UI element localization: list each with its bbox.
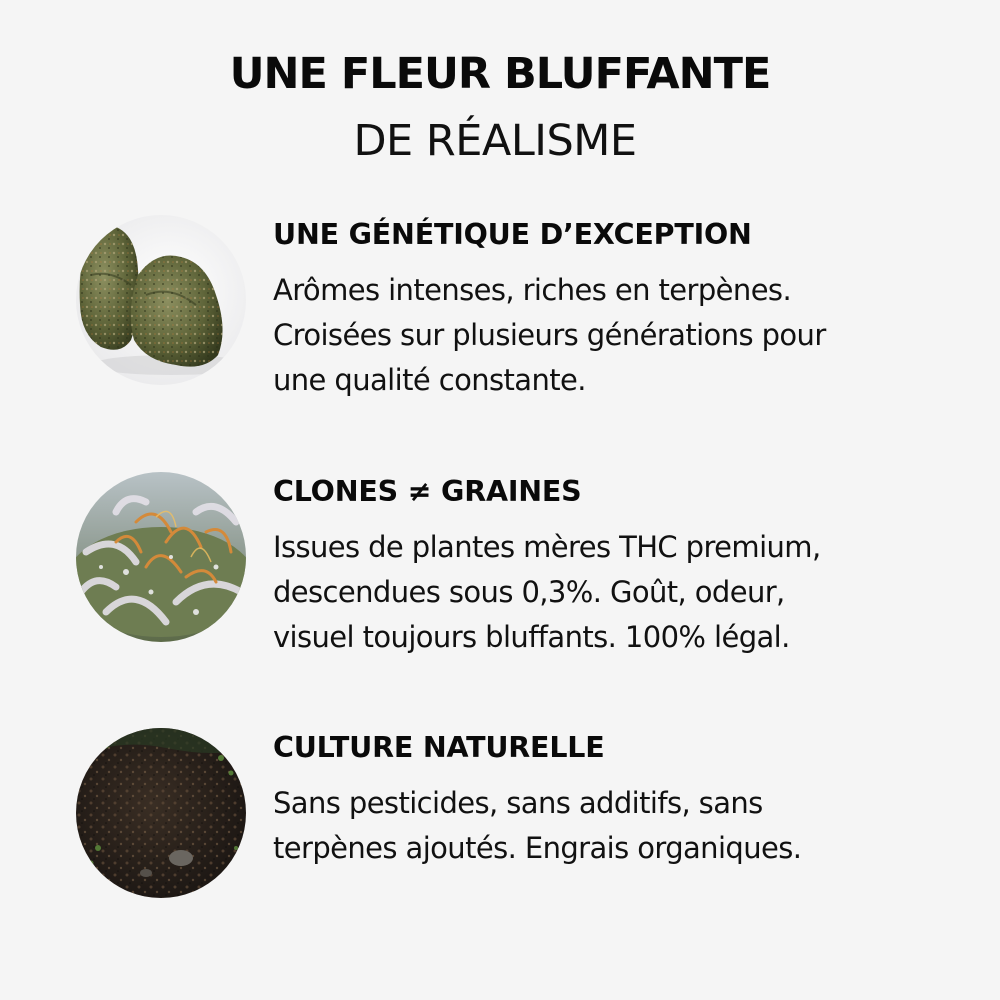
feature-description [273,781,973,871]
feature-natural-culture [0,728,1000,928]
feature-description [273,525,973,660]
page-subtitle: DE RÉALISME [353,116,637,166]
flower-buds-image [76,215,246,385]
trichome-closeup-image [76,472,246,642]
soil-image [76,728,246,898]
feature-title: CLONES ≠ GRAINES [273,475,582,508]
description-line: Croisées sur plusieurs générations pour [273,318,826,352]
description-line: terpènes ajoutés. Engrais organiques. [273,831,802,865]
feature-genetics [0,215,1000,415]
feature-title: UNE GÉNÉTIQUE D’EXCEPTION [273,218,752,251]
description-line: Arômes intenses, riches en terpènes. [273,273,792,307]
feature-description [273,268,973,403]
page-title: UNE FLEUR BLUFFANTE [229,49,771,99]
description-line: descendues sous 0,3%. Goût, odeur, [273,575,785,609]
description-line: Sans pesticides, sans additifs, sans [273,786,763,820]
description-line: visuel toujours bluffants. 100% légal. [273,620,790,654]
feature-clones [0,472,1000,672]
feature-title: CULTURE NATURELLE [273,731,605,764]
description-line: une qualité constante. [273,363,586,397]
description-line: Issues de plantes mères THC premium, [273,530,821,564]
